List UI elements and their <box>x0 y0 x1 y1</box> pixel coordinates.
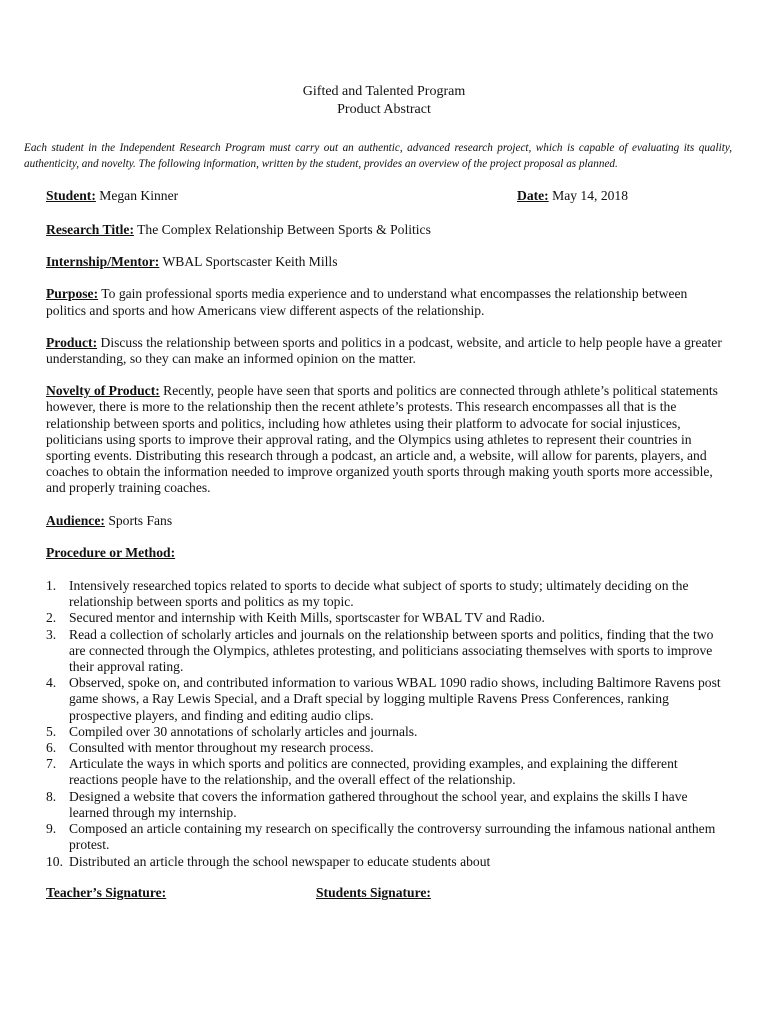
procedure-step <box>46 789 722 821</box>
step-number: 4. <box>46 675 57 691</box>
step-text: Compiled over 30 annotations of scholarly articles and journals. <box>69 723 418 739</box>
purpose-label: Purpose: <box>46 286 99 302</box>
student-date-row <box>46 188 722 206</box>
product-value: Discuss the relationship between sports and politics in a podcast, website, and article to help people have a greater understanding, so they can make an informed opinion on the matter. <box>46 334 722 367</box>
step-number: 2. <box>46 610 57 626</box>
date-value: May 14, 2018 <box>552 188 629 203</box>
step-text: Designed a website that covers the information gathered throughout the school year, and explains the skills I have learned through my internship. <box>69 788 688 820</box>
procedure-step <box>46 578 722 610</box>
procedure-step <box>46 854 722 870</box>
research-title-label: Research Title: <box>46 222 134 237</box>
signature-row <box>46 885 722 903</box>
date-field <box>517 188 628 204</box>
step-number: 10. <box>46 853 63 869</box>
procedure-step <box>46 821 722 853</box>
step-text: Articulate the ways in which sports and politics are connected, providing examples, and explaining the different reactions people have to the relationship, and the overall effect of the relationship. <box>69 756 678 788</box>
novelty-value: Recently, people have seen that sports and politics are connected through athlete’s political statements however, there is more to the relationship then the recent athlete’s protests. This research encompasses all that is the relationship between sports and politics, including how athletes using their platform to advocate for social injustices, politicians using sports to improve their approval rating, and the Olympics using athletes to represent their countries in sporting events. Distributing this research through a podcast, an article and, a website, will allow for parents, players, and coaches to obtain the information needed to improve organized youth sports through making youth sports more accessible, and properly training coaches. <box>46 383 718 496</box>
intro-paragraph: Each student in the Independent Research Program must carry out an authentic, advanced research project, which is capable of evaluating its quality, authenticity, and novelty. The following information, written by the student, provides an overview of the project proposal as planned. <box>24 142 732 170</box>
mentor-label: Internship/Mentor: <box>46 254 160 270</box>
audience-field <box>46 513 722 529</box>
audience-value: Sports Fans <box>108 512 173 528</box>
student-label: Student: <box>46 188 96 203</box>
procedure-step <box>46 675 722 724</box>
step-number: 6. <box>46 740 57 756</box>
purpose-field <box>46 286 722 318</box>
step-text: Consulted with mentor throughout my research process. <box>69 740 374 756</box>
procedure-step <box>46 724 722 740</box>
step-text: Observed, spoke on, and contributed information to various WBAL 1090 radio shows, including Baltimore Ravens post game shows, a Ray Lewis Special, and a Draft special by logging multiple Ravens Press Conferences, ranking prospective players, and finding and editing audio clips. <box>69 675 721 723</box>
procedure-label: Procedure or Method: <box>46 544 176 560</box>
research-title-field <box>46 222 722 238</box>
step-number: 1. <box>46 578 57 594</box>
novelty-field <box>46 383 722 496</box>
audience-label: Audience: <box>46 512 105 528</box>
procedure-step <box>46 627 722 676</box>
step-number: 5. <box>46 723 57 739</box>
product-field <box>46 335 722 367</box>
mentor-value: WBAL Sportscaster Keith Mills <box>162 254 338 270</box>
procedure-heading <box>46 545 722 561</box>
purpose-value: To gain professional sports media experience and to understand what encompasses the relationship between politics and sports and how Americans view different aspects of the relationship. <box>46 286 688 318</box>
teacher-signature-label: Teacher’s Signature: <box>46 884 167 900</box>
procedure-step <box>46 756 722 788</box>
step-text: Read a collection of scholarly articles and journals on the relationship between sports and politics, finding that the two are connected through the Olympics, athletes protesting, and politicians associating themselves with sports to improve their approval rating. <box>69 626 714 675</box>
procedure-step <box>46 740 722 756</box>
novelty-label: Novelty of Product: <box>46 383 160 399</box>
step-text: Distributed an article through the school newspaper to educate students about <box>69 853 491 869</box>
procedure-step <box>46 610 722 626</box>
step-text: Composed an article containing my research on specifically the controversy surrounding the infamous national anthem protest. <box>69 821 716 853</box>
procedure-list <box>46 578 722 870</box>
step-text: Intensively researched topics related to sports to decide what subject of sports to study; ultimately deciding on the relationship between sports and politics as my topic. <box>69 578 689 610</box>
step-number: 7. <box>46 756 57 772</box>
product-label: Product: <box>46 334 98 350</box>
step-text: Secured mentor and internship with Keith Mills, sportscaster for WBAL TV and Radio. <box>69 610 545 626</box>
step-number: 3. <box>46 626 57 642</box>
student-field <box>46 188 178 203</box>
step-number: 8. <box>46 788 57 804</box>
student-value: Megan Kinner <box>99 188 179 203</box>
step-number: 9. <box>46 821 57 837</box>
document-title: Product Abstract <box>337 102 431 117</box>
student-signature-label: Students Signature: <box>316 884 431 900</box>
date-label: Date: <box>517 188 549 203</box>
research-title-value: The Complex Relationship Between Sports & Politics <box>137 222 431 237</box>
mentor-field <box>46 254 722 270</box>
program-title: Gifted and Talented Program <box>302 84 466 99</box>
